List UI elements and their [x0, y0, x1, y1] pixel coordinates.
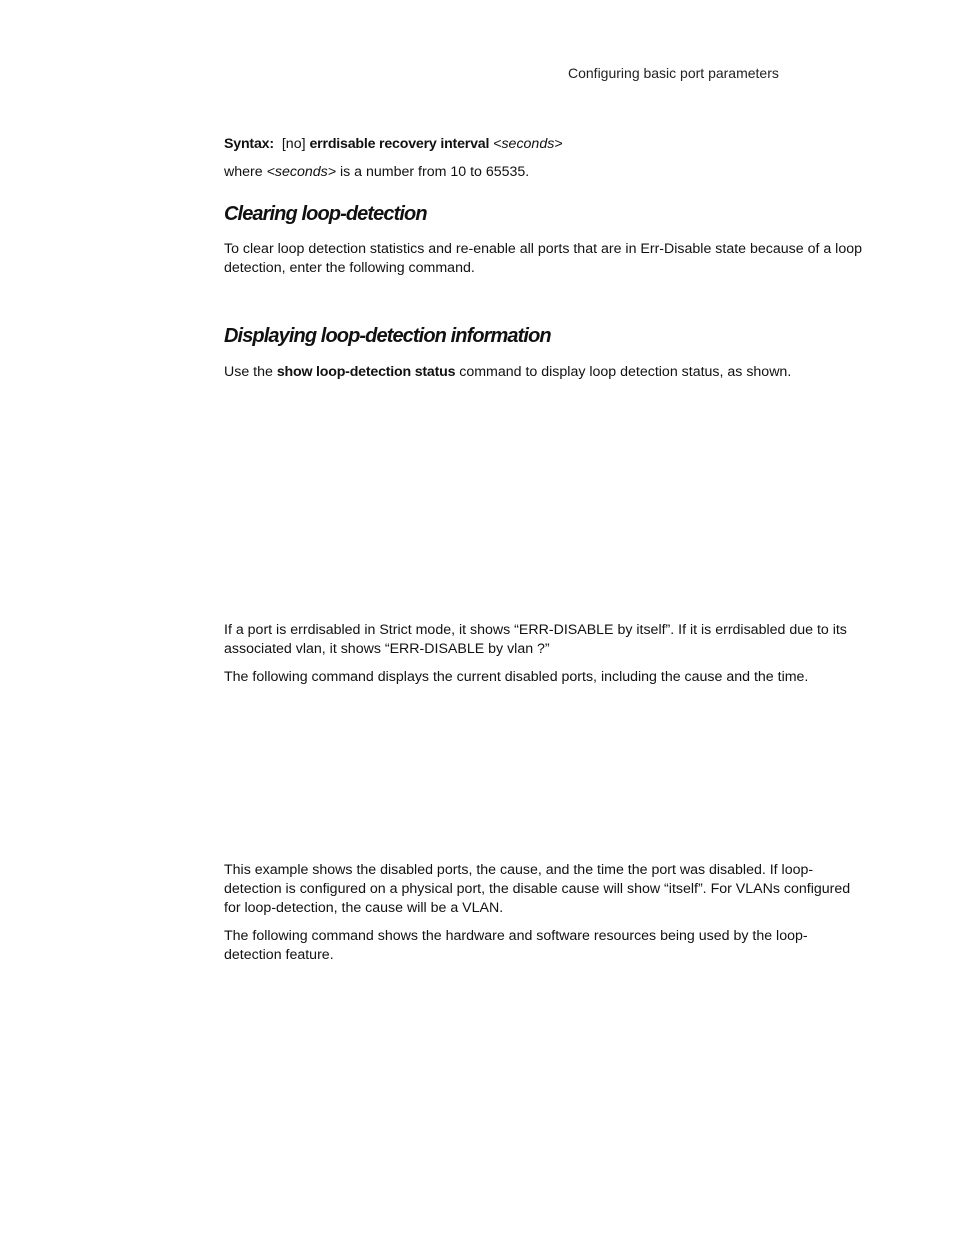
resources-intro-paragraph: The following command shows the hardware and software resources being used by the loop-detection feature.: [224, 928, 808, 963]
clearing-paragraph: To clear loop detection statistics and re-enable all ports that are in Err-Disable state because of a loop detection, enter the following command.: [224, 241, 862, 276]
syntax-command: errdisable recovery interval: [309, 136, 490, 152]
running-header: Configuring basic port parameters: [568, 65, 779, 81]
section-heading-displaying: Displaying loop-detection information: [224, 325, 551, 347]
where-line: [224, 163, 874, 182]
errdisabled-note-paragraph: If a port is errdisabled in Strict mode, it shows “ERR-DISABLE by itself”. If it is errdisabled due to its associated vlan, it shows “ERR-DISABLE by vlan ?”: [224, 622, 847, 657]
where-prefix: where: [224, 164, 267, 180]
use-prefix: Use the: [224, 364, 277, 380]
use-suffix: command to display loop detection status, as shown.: [455, 364, 792, 380]
syntax-label: Syntax:: [224, 136, 274, 152]
show-command: show loop-detection status: [276, 364, 456, 380]
section-heading-clearing: Clearing loop-detection: [224, 203, 427, 225]
where-argument: <seconds>: [266, 164, 337, 180]
syntax-argument: <seconds>: [493, 136, 563, 152]
syntax-line: [224, 135, 874, 154]
disabled-ports-intro-paragraph: The following command displays the current disabled ports, including the cause and the time.: [224, 669, 809, 685]
where-suffix: is a number from 10 to 65535.: [336, 164, 530, 180]
syntax-no-option: [no]: [281, 136, 306, 152]
example-explanation-paragraph: This example shows the disabled ports, the cause, and the time the port was disabled. If loop-detection is configured on a physical port, the disable cause will show “itself”. For VLANs configured for loop-detection, the cause will be a VLAN.: [224, 862, 851, 916]
use-command-paragraph: [224, 363, 874, 382]
